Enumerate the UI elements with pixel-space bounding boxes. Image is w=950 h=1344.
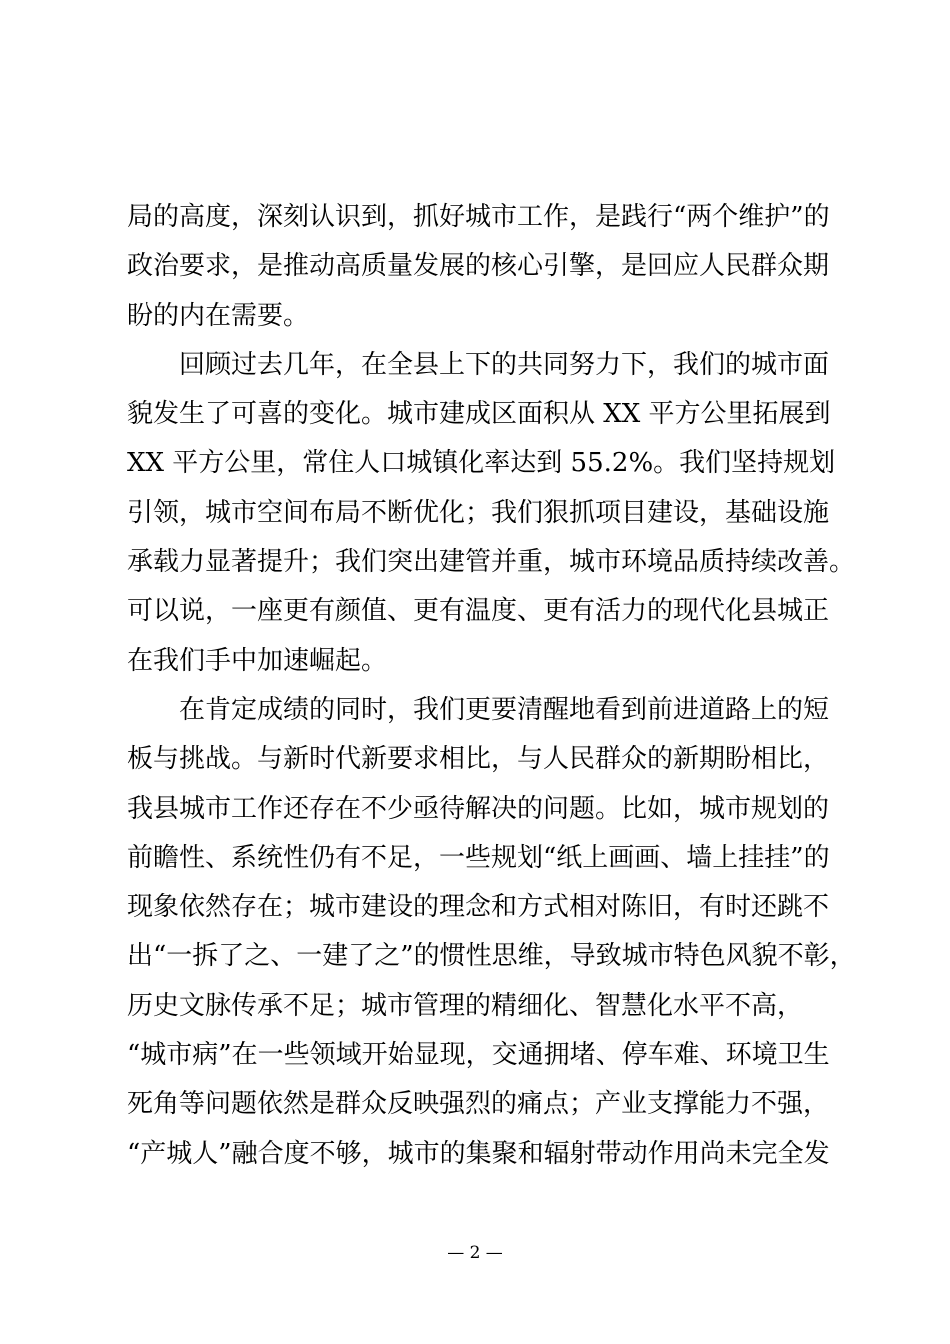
- text-line: 可以说，一座更有颜值、更有温度、更有活力的现代化县城正: [127, 596, 830, 627]
- text-line: 出“一拆了之、一建了之”的惯性思维，导致城市特色风貌不彰，: [127, 941, 856, 972]
- paragraph-start-line: 回顾过去几年，在全县上下的共同努力下，我们的城市面: [179, 349, 830, 380]
- text-line: XX 平方公里，常住人口城镇化率达到 55.2%。我们坚持规划: [127, 448, 836, 479]
- text-line: 死角等问题依然是群众反映强烈的痛点；产业支撑能力不强，: [127, 1089, 830, 1120]
- text-line: 貌发生了可喜的变化。城市建成区面积从 XX 平方公里拓展到: [127, 399, 831, 430]
- text-line: 承载力显著提升；我们突出建管并重，城市环境品质持续改善。: [127, 547, 856, 578]
- text-line: 局的高度，深刻认识到，抓好城市工作，是践行“两个维护”的: [127, 202, 830, 232]
- text-line: 政治要求，是推动高质量发展的核心引擎，是回应人民群众期: [127, 251, 830, 282]
- text-line: 盼的内在需要。: [127, 300, 310, 331]
- text-line: 现象依然存在；城市建设的理念和方式相对陈旧，有时还跳不: [127, 892, 830, 923]
- text-line: “城市病”在一些领域开始显现，交通拥堵、停车难、环境卫生: [127, 1040, 830, 1071]
- text-line: 引领，城市空间布局不断优化；我们狠抓项目建设，基础设施: [127, 497, 830, 528]
- text-line: 前瞻性、系统性仍有不足，一些规划“纸上画画、墙上挂挂”的: [127, 842, 830, 873]
- paragraph-start-line: 在肯定成绩的同时，我们更要清醒地看到前进道路上的短: [179, 694, 830, 725]
- text-line: 在我们手中加速崛起。: [127, 645, 388, 676]
- text-line: “产城人”融合度不够，城市的集聚和辐射带动作用尚未完全发: [127, 1138, 830, 1169]
- text-line: 我县城市工作还存在不少亟待解决的问题。比如，城市规划的: [127, 793, 830, 824]
- text-line: 历史文脉传承不足；城市管理的精细化、智慧化水平不高，: [127, 990, 804, 1021]
- document-body: [127, 193, 856, 1179]
- page-number: — 2 —: [447, 1243, 503, 1263]
- text-line: 板与挑战。与新时代新要求相比，与人民群众的新期盼相比，: [127, 744, 830, 775]
